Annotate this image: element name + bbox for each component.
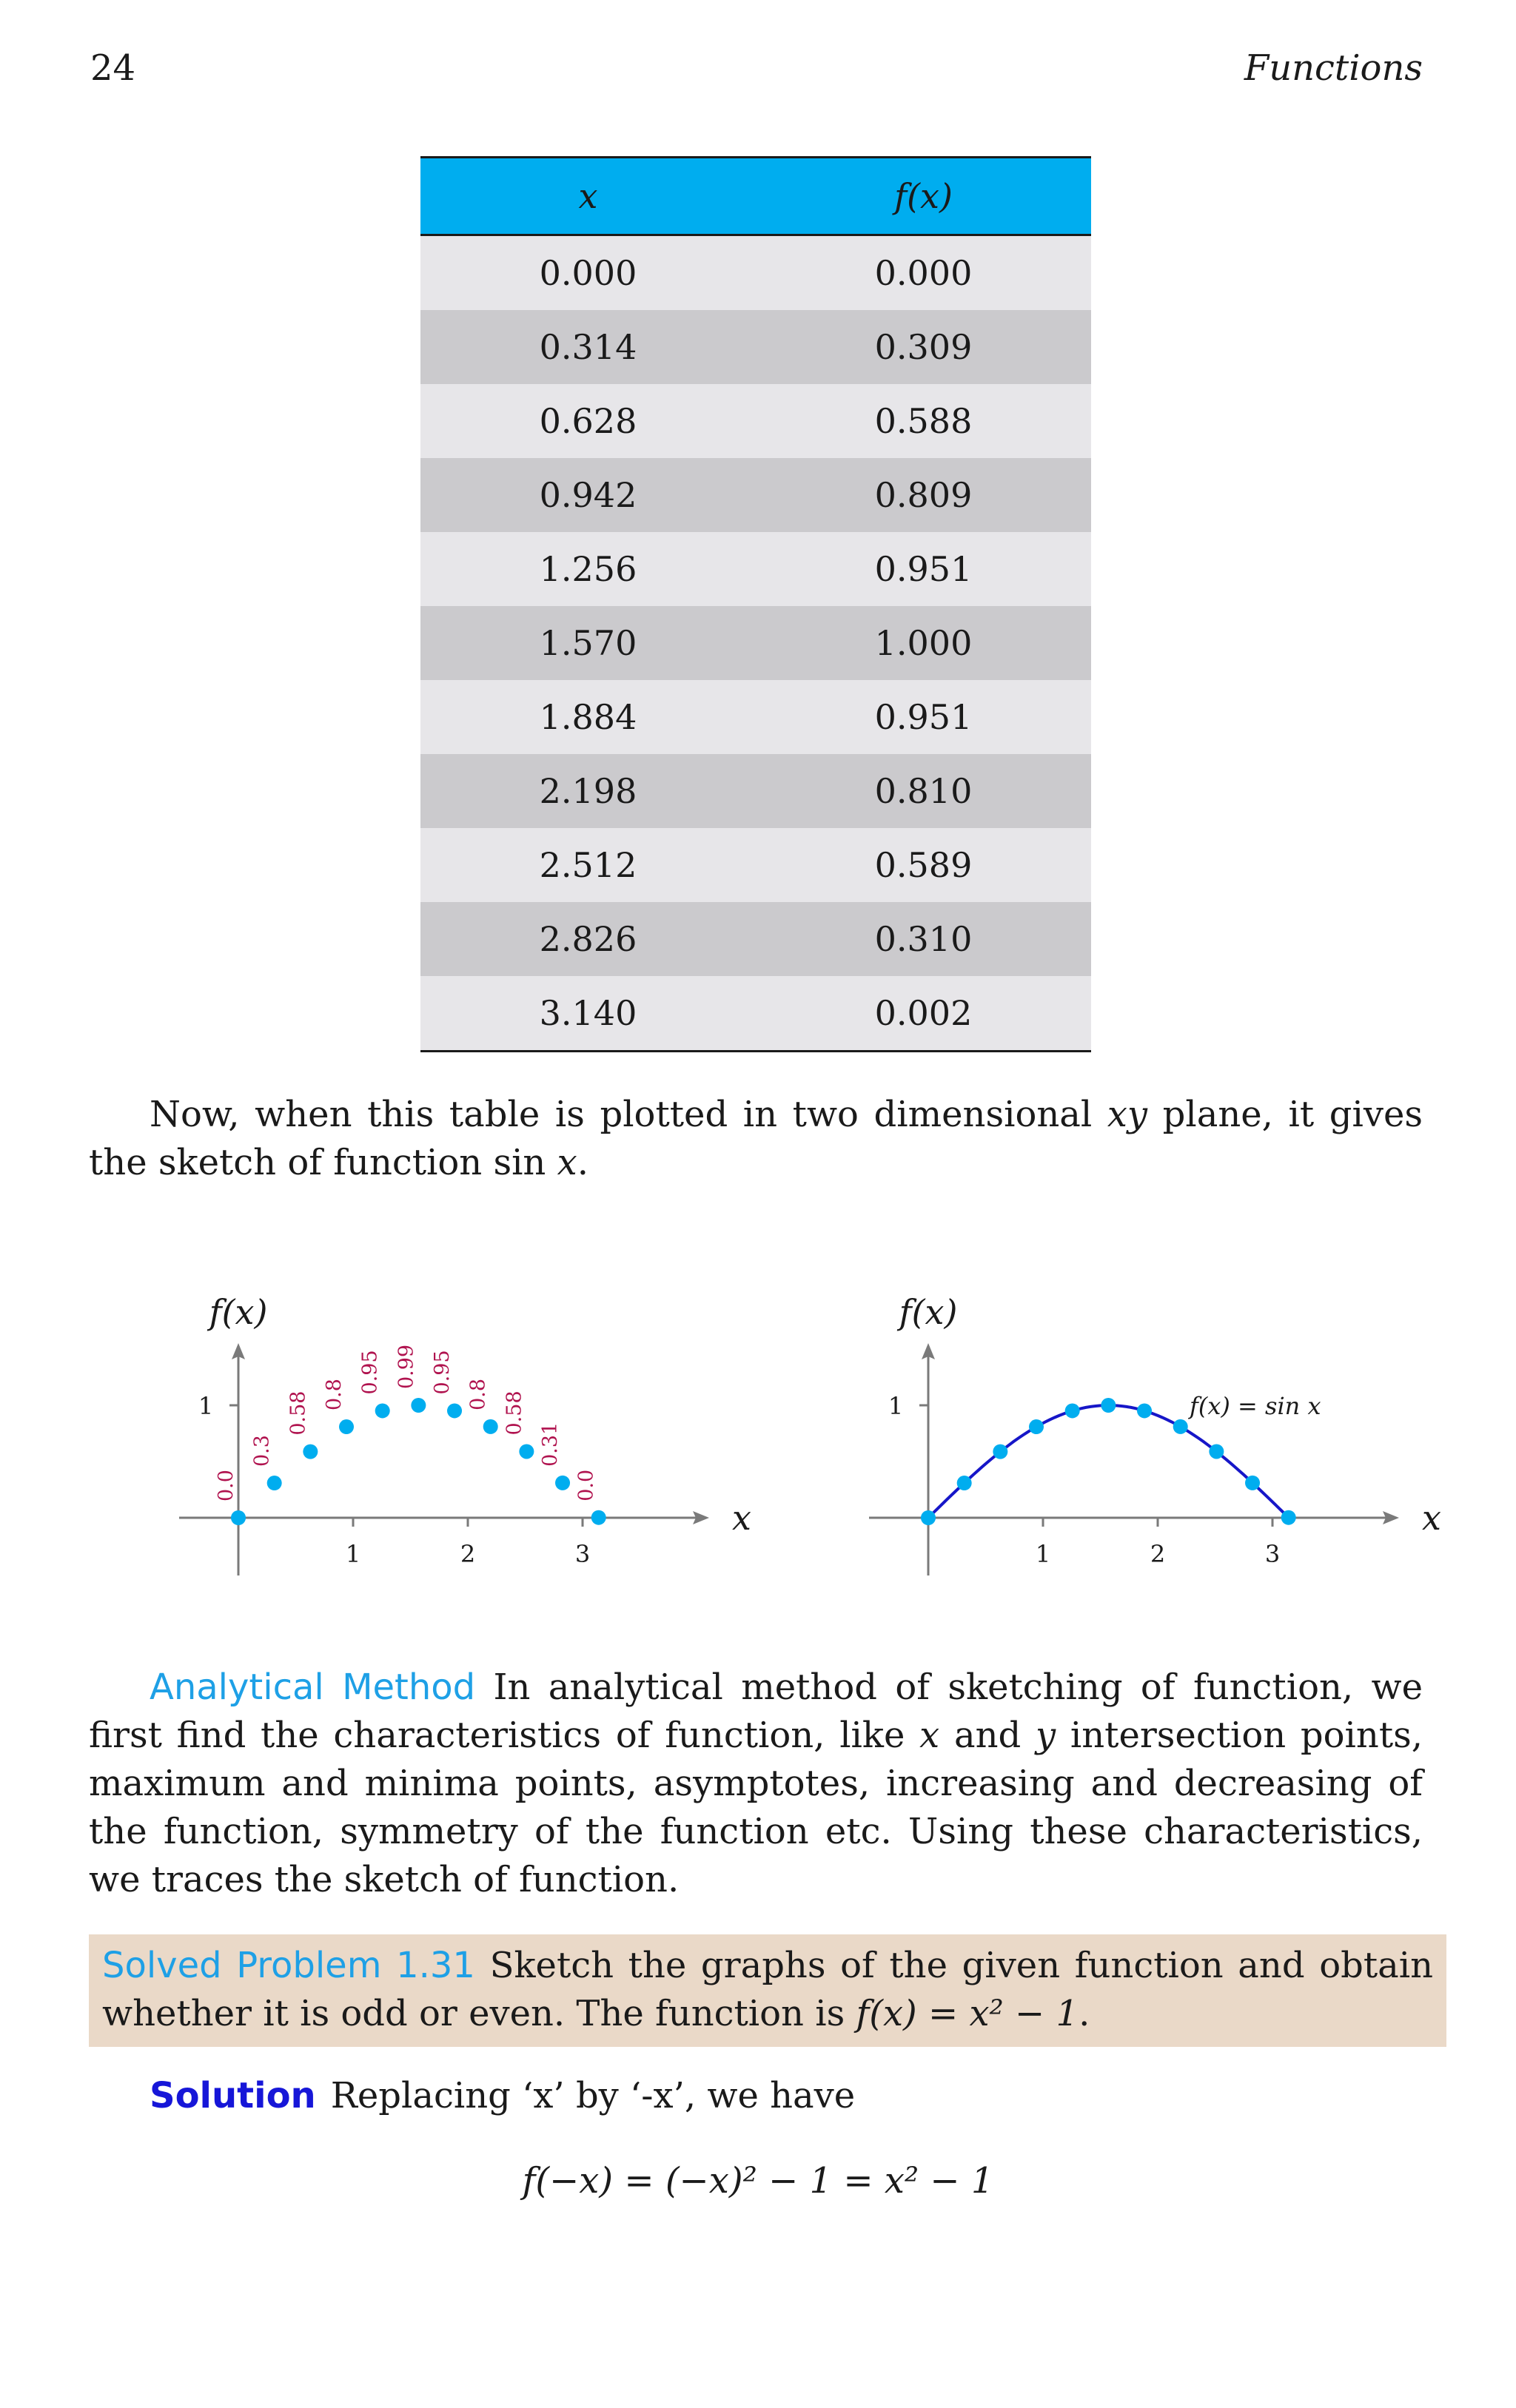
table-cell-x: 1.884 <box>420 680 756 754</box>
analytical-math-y: y <box>1036 1715 1056 1756</box>
problem-math: f(x) = x² − 1 <box>856 1993 1079 2034</box>
x-axis-label: x <box>732 1498 751 1538</box>
table-cell-fx: 0.951 <box>756 532 1091 606</box>
curve-point <box>921 1510 936 1525</box>
data-label: 0.58 <box>286 1390 310 1436</box>
x-tick-label: 3 <box>574 1540 591 1568</box>
page-number: 24 <box>90 47 136 89</box>
curve-point <box>993 1445 1007 1459</box>
data-label: 0.8 <box>466 1378 490 1410</box>
table-cell-x: 0.000 <box>420 235 756 311</box>
curve-point <box>1209 1444 1224 1459</box>
x-axis-label: x <box>1422 1498 1441 1538</box>
y-tick-label: 1 <box>198 1392 214 1420</box>
data-label: 0.31 <box>539 1422 563 1467</box>
solved-problem-box <box>89 1934 1446 2047</box>
analytical-heading: Analytical Method <box>150 1667 476 1708</box>
intro-text: Now, when this table is plotted in two dimensional <box>150 1094 1107 1135</box>
problem-end: . <box>1079 1993 1090 2034</box>
intro-math-xy: xy <box>1107 1094 1148 1135</box>
table-cell-fx: 0.002 <box>756 976 1091 1052</box>
table-header-fx: f(x) <box>756 158 1091 235</box>
table-cell-x: 2.198 <box>420 754 756 828</box>
curve-point <box>1173 1419 1188 1434</box>
table-cell-fx: 0.309 <box>756 310 1091 384</box>
curve-point <box>1281 1510 1296 1525</box>
sine-curve <box>928 1405 1289 1518</box>
table-cell-x: 0.314 <box>420 310 756 384</box>
table-cell-x: 0.942 <box>420 458 756 532</box>
table-cell-x: 1.256 <box>420 532 756 606</box>
analytical-text-3: intersection points, maximum and minima points, asymptotes, increasing and decreasing of the function, symmetry of the function etc. Using these characteristics, we traces the sketch of function. <box>89 1715 1423 1900</box>
data-label: 0.58 <box>503 1390 526 1436</box>
y-axis-label: f(x) <box>899 1292 958 1332</box>
table-cell-x: 2.512 <box>420 828 756 902</box>
data-label: 0.3 <box>250 1435 274 1467</box>
solution-label: Solution <box>150 2075 316 2116</box>
table-cell-fx: 0.809 <box>756 458 1091 532</box>
x-tick-label: 3 <box>1264 1540 1281 1568</box>
table-cell-x: 2.826 <box>420 902 756 976</box>
x-tick-label: 1 <box>1035 1540 1051 1568</box>
table-cell-fx: 0.310 <box>756 902 1091 976</box>
data-label: 0.0 <box>215 1470 238 1501</box>
table-cell-fx: 0.810 <box>756 754 1091 828</box>
intro-math-x: x <box>557 1142 577 1183</box>
analytical-math-x: x <box>919 1715 940 1756</box>
curve-label: f(x) = sin x <box>1190 1392 1321 1420</box>
solution-text: Replacing ‘x’ by ‘-x’, we have <box>330 2075 856 2116</box>
x-tick-label: 2 <box>1150 1540 1166 1568</box>
table-cell-x: 0.628 <box>420 384 756 458</box>
running-title: Functions <box>1244 47 1423 89</box>
analytical-paragraph <box>89 1664 1423 1904</box>
table-cell-x: 1.570 <box>420 606 756 680</box>
analytical-text-1: In analytical method of sketching of function, we first find the characteristics of function, like <box>89 1667 1423 1756</box>
curve-point <box>1245 1476 1260 1490</box>
data-label: 0.8 <box>323 1379 346 1411</box>
table-cell-fx: 0.588 <box>756 384 1091 458</box>
data-label: 0.0 <box>574 1469 598 1501</box>
table-cell-x: 3.140 <box>420 976 756 1052</box>
solution-line <box>150 2072 855 2120</box>
table-cell-fx: 0.000 <box>756 235 1091 311</box>
x-tick-label: 1 <box>345 1540 361 1568</box>
solution-equation: f(−x) = (−x)² − 1 = x² − 1 <box>522 2160 994 2202</box>
curve-point <box>957 1476 972 1490</box>
table-cell-fx: 0.951 <box>756 680 1091 754</box>
table-header-x: x <box>420 158 756 235</box>
data-label: 0.95 <box>358 1350 382 1395</box>
analytical-text-2: and <box>939 1715 1036 1756</box>
y-tick-label: 1 <box>888 1392 904 1420</box>
data-label: 0.99 <box>395 1344 418 1389</box>
curve-point <box>1029 1419 1044 1434</box>
table-cell-fx: 0.589 <box>756 828 1091 902</box>
problem-label: Solved Problem 1.31 <box>102 1945 475 1986</box>
curve-point <box>1137 1403 1152 1418</box>
curve-point <box>1065 1403 1080 1418</box>
intro-end: . <box>577 1142 588 1183</box>
data-label: 0.95 <box>431 1350 455 1395</box>
table-cell-fx: 1.000 <box>756 606 1091 680</box>
problem-text: Sketch the graphs of the given function and obtain whether it is odd or even. The function is <box>102 1945 1433 2034</box>
curve-point <box>1101 1398 1116 1413</box>
x-tick-label: 2 <box>460 1540 476 1568</box>
y-axis-label: f(x) <box>209 1292 268 1332</box>
intro-text-after: plane, it gives the sketch of function sin <box>89 1094 1423 1183</box>
